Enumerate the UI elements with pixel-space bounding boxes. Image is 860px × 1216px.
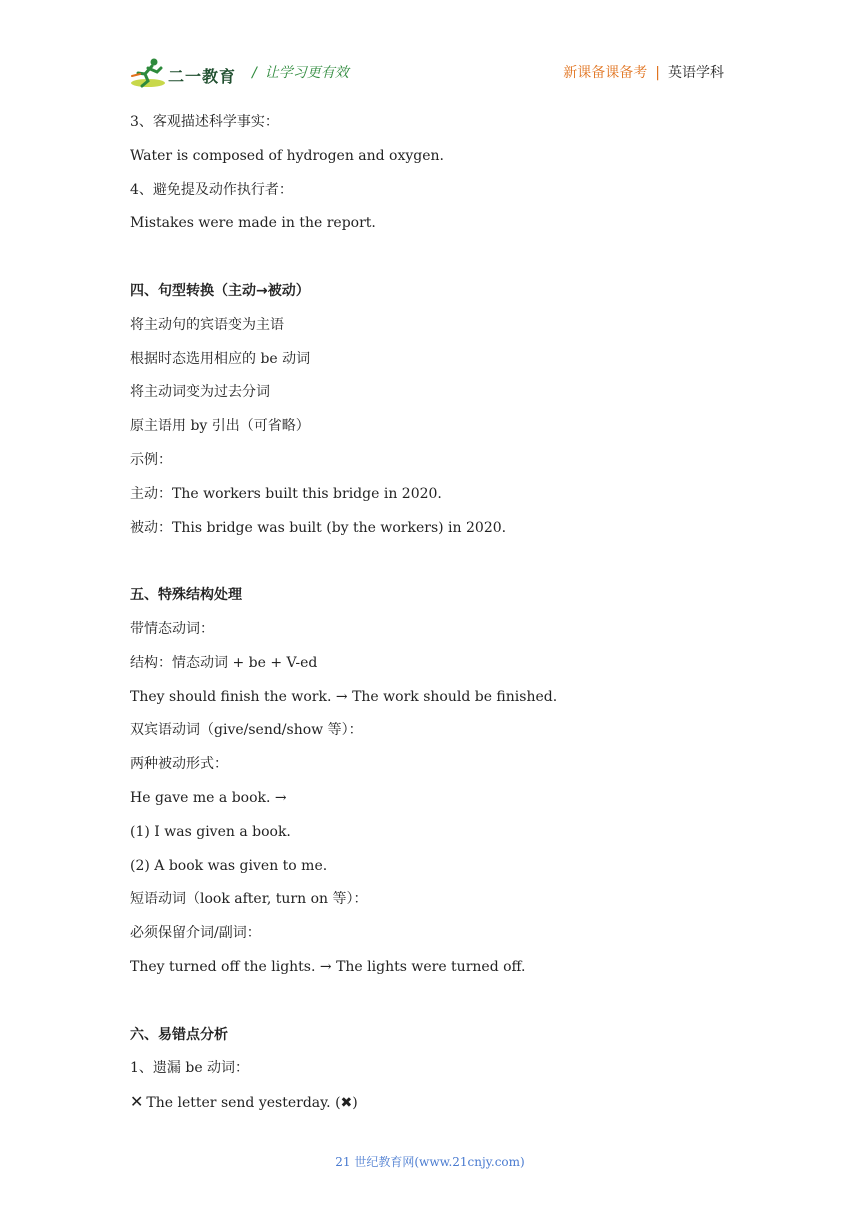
paragraph: Mistakes were made in the report. [130,215,376,232]
logo-text: 二一教育 [168,67,237,86]
subject-label: 英语学科 [668,65,724,81]
document-body [130,110,750,1124]
runner-logo-icon [130,56,170,90]
paragraph: 结构：情态动词 + be + V-ed [130,654,318,671]
spacer [130,549,750,583]
page-footer[interactable]: 21 世纪教育网(www.21cnjy.com) [335,1155,525,1169]
paragraph: 根据时态选用相应的 be 动词 [130,350,311,367]
slogan [252,62,349,82]
header-subject-info [563,62,724,82]
paragraph: 将主动句的宾语变为主语 [130,316,284,333]
paragraph: They turned off the lights. → The lights were turned off. [130,958,526,975]
paragraph: 3、客观描述科学事实： [130,114,279,130]
wrong-example-text: The letter send yesterday. (✖) [146,1095,358,1112]
section-heading-6: 六、易错点分析 [130,1026,228,1043]
slogan-text: 让学习更有效 [264,65,349,81]
paragraph: They should finish the work. → The work should be finished. [130,688,558,705]
paragraph: 必须保留介词/副词： [130,925,261,942]
paragraph: (1) I was given a book. [130,823,291,840]
paragraph: 主动：The workers built this bridge in 2020. [130,485,442,502]
paragraph: He gave me a book. → [130,789,287,806]
spacer [130,245,750,279]
paragraph: (2) A book was given to me. [130,857,328,874]
paragraph: Water is composed of hydrogen and oxygen. [130,147,445,164]
paragraph: 双宾语动词（give/send/show 等）： [130,722,363,739]
spacer [130,989,750,1023]
section-heading-5: 五、特殊结构处理 [130,587,242,604]
paragraph: 短语动词（look after, turn on 等）： [130,891,368,908]
site-logo[interactable] [130,56,240,90]
paragraph: 带情态动词： [130,620,214,637]
page-header [0,0,860,100]
slogan-slash: / [252,65,257,81]
paragraph: 示例： [130,451,172,468]
paragraph: 1、遗漏 be 动词： [130,1060,250,1077]
paragraph: 被动：This bridge was built (by the workers) in 2020. [130,519,507,536]
paragraph: 原主语用 by 引出（可省略） [130,418,310,435]
paragraph: 将主动词变为过去分词 [130,384,270,401]
paragraph-wrong-example [130,1090,750,1124]
paragraph: 两种被动形式： [130,756,228,773]
cross-mark-icon: ✕ [130,1092,144,1112]
header-separator: | [655,65,660,81]
paragraph: 4、避免提及动作执行者： [130,181,293,198]
section-heading-4: 四、句型转换（主动→被动） [130,282,310,299]
course-label: 新课备课备考 [563,65,648,81]
